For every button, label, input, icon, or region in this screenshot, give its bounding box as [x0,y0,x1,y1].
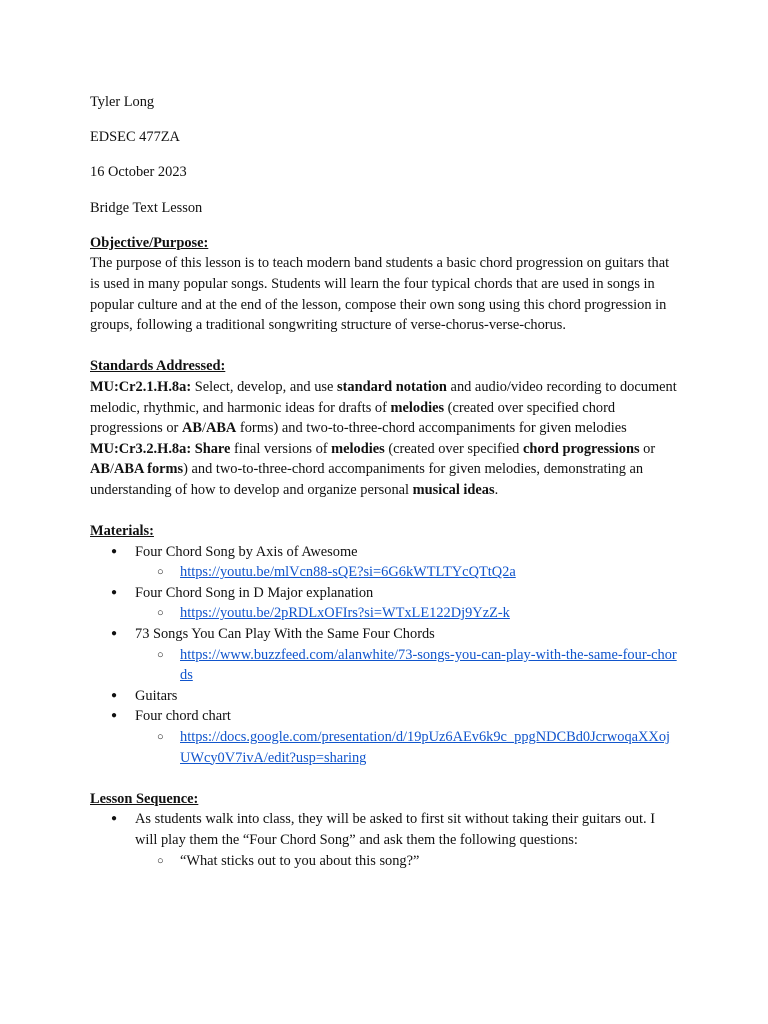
list-item [90,809,680,871]
list-item [135,851,680,872]
standard-2-bold: musical ideas [412,481,495,498]
list-item [90,542,680,583]
standard-2-bold: AB [90,461,110,478]
materials-heading: Materials: [90,523,154,540]
material-link[interactable]: https://youtu.be/mlVcn88-sQE?si=6G6kWTLTYcQTtQ2a [180,564,516,581]
standard-2-code: MU:Cr3.2.H.8a: [90,440,192,457]
list-item [90,686,680,707]
standard-2-bold: chord progressions [522,440,640,457]
sequence-heading: Lesson Sequence: [90,790,199,807]
standard-1-text: Select, develop, and use [191,378,337,395]
material-label: Guitars [135,687,178,704]
standard-2-bold: ABA forms [114,461,184,478]
objective-text: The purpose of this lesson is to teach modern band students a basic chord progression on guitars that is used in many popular songs. Students will learn the four typical chords that are used in songs in popular culture and at the end of the lesson, compose their own song using this chord progression in groups, following a traditional songwriting structure of verse-chorus-verse-chorus. [90,255,670,334]
materials-list [90,542,680,769]
sequence-question: “What sticks out to you about this song?” [180,852,420,869]
material-label: Four Chord Song by Axis of Awesome [135,543,358,560]
sequence-list [90,809,680,871]
material-link[interactable]: https://docs.google.com/presentation/d/19pUz6AEv6k9c_ppgNDCBd0JcrwoqaXXojUWcy0V7ivA/edit?usp=sharing [180,729,671,766]
standard-2-text: / [110,461,114,478]
list-item [135,603,680,624]
standard-2-bold: melodies [331,440,385,457]
standard-2-text: ) and two-to-three-chord accompaniments for given melodies, demonstrating an understanding of how to develop and organize personal [90,461,644,498]
list-item [135,727,680,768]
objective-heading: Objective/Purpose: [90,234,209,251]
standard-1-bold: ABA [205,420,237,437]
list-item [135,562,680,583]
material-label: Four chord chart [135,708,231,725]
standard-1-bold: melodies [390,399,445,416]
list-item [90,706,680,768]
standard-1-text: (created over specified chord progressions or [90,399,616,437]
standard-2-text: . [494,481,499,498]
material-label: Four Chord Song in D Major explanation [135,584,374,601]
material-link[interactable]: https://youtu.be/2pRDLxOFIrs?si=WTxLE122Dj9YzZ-k [180,605,510,622]
standards-heading: Standards Addressed: [90,358,226,375]
standard-2-text: or [639,440,656,457]
list-item [90,624,680,686]
list-item [135,645,680,686]
course-code: EDSEC 477ZA [90,129,180,146]
document-body [90,92,680,871]
standard-1-text: / [201,420,206,437]
standard-1-bold: AB [181,420,202,437]
list-item [90,583,680,624]
material-link[interactable]: https://www.buzzfeed.com/alanwhite/73-songs-you-can-play-with-the-same-four-chords [180,646,677,684]
document-title: Bridge Text Lesson [90,199,203,216]
standard-1-text: forms) and two-to-three-chord accompaniments for given melodies [236,420,627,437]
standard-2-bold: Share [194,440,231,457]
standard-2-text: final versions of [230,440,332,457]
standard-2 [90,439,680,501]
standard-2-text: (created over specified [384,440,523,457]
standard-1-bold: standard notation [336,378,447,395]
document-date: 16 October 2023 [90,164,187,181]
standard-1 [90,377,680,439]
author-name: Tyler Long [90,94,155,110]
material-label: 73 Songs You Can Play With the Same Four Chords [135,626,435,643]
standard-1-code: MU:Cr2.1.H.8a: [90,378,192,395]
standard-1-text: and audio/video recording to document melodic, rhythmic, and harmonic ideas for drafts of [90,378,677,416]
sequence-step: As students walk into class, they will be asked to first sit without taking their guitars out. I will play them the “Four Chord Song” and ask them the following questions: [135,811,655,848]
